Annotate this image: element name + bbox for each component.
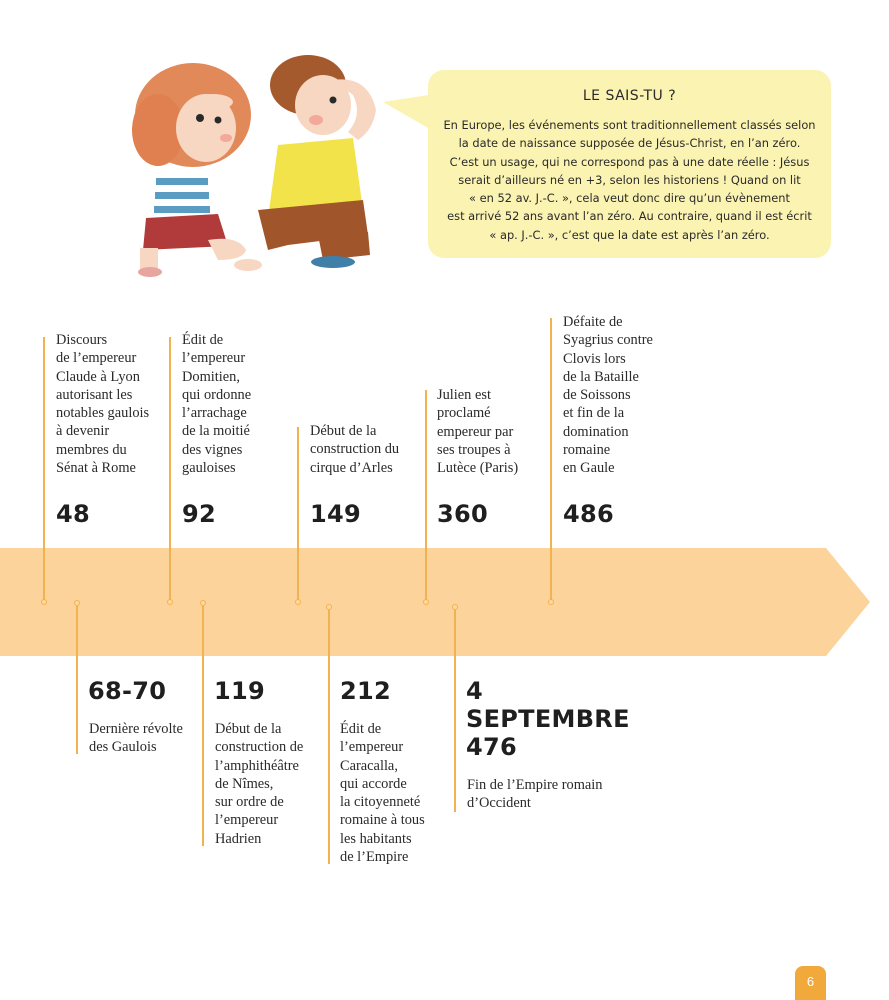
event-year: 212 xyxy=(340,677,391,705)
page-number: 6 xyxy=(795,966,826,1000)
event-text: Édit de l’empereur Domitien, qui ordonne l’arrachage de la moitié des vignes gauloises xyxy=(182,332,252,477)
event-line xyxy=(169,337,171,601)
event-year: 4 SEPTEMBRE 476 xyxy=(466,677,630,761)
event-dot xyxy=(423,599,429,605)
event-text: Fin de l’Empire romain d’Occident xyxy=(467,777,603,812)
event-dot xyxy=(548,599,554,605)
event-text: Début de la construction de l’amphithéâtre de Nîmes, sur ordre de l’empereur Hadrien xyxy=(215,721,304,847)
bubble-text xyxy=(442,116,817,244)
did-you-know-bubble xyxy=(428,70,831,258)
event-text: Début de la construction du cirque d’Arles xyxy=(310,423,400,476)
event-line xyxy=(550,318,552,601)
event-line xyxy=(43,337,45,601)
event-text: Julien est proclamé empereur par ses troupes à Lutèce (Paris) xyxy=(437,387,519,477)
bubble-paragraph: En Europe, les événements sont traditionnellement classés selon la date de naissance supposée de Jésus-Christ, en l’an zéro. C’est un usage, qui ne correspond pas à une date réelle : Jésus serait d’ailleurs né en +3, selon les historiens ! Quand on lit « en 52 av. J.-C. », cela veut donc dire qu’un évènement est arrivé 52 ans avant l’an zéro. Au contraire, quand il est écrit « ap. J.-C. », c’est que la date est après l’an zéro. xyxy=(443,118,816,242)
event-line xyxy=(76,606,78,754)
timeline-band xyxy=(0,548,889,656)
event-text: Discours de l’empereur Claude à Lyon autorisant les notables gaulois à devenir membres du Sénat à Rome xyxy=(56,332,150,477)
event-year: 119 xyxy=(214,677,265,705)
event-year: 92 xyxy=(182,500,216,528)
bubble-title: LE SAIS-TU ? xyxy=(582,88,677,104)
event-year: 360 xyxy=(437,500,488,528)
event-line xyxy=(202,606,204,846)
event-year: 486 xyxy=(563,500,614,528)
event-dot xyxy=(295,599,301,605)
event-line xyxy=(425,390,427,601)
event-line xyxy=(297,427,299,601)
event-dot xyxy=(167,599,173,605)
event-year: 68-70 xyxy=(88,677,167,705)
event-text: Défaite de Syagrius contre Clovis lors de la Bataille de Soissons et fin de la domination romaine en Gaule xyxy=(563,314,653,477)
event-year: 149 xyxy=(310,500,361,528)
event-text: Édit de l’empereur Caracalla, qui accorde la citoyenneté romaine à tous les habitants de l’Empire xyxy=(340,721,425,866)
event-dot xyxy=(41,599,47,605)
event-text: Dernière révolte des Gaulois xyxy=(89,721,183,756)
event-line xyxy=(454,610,456,812)
event-year: 48 xyxy=(56,500,90,528)
event-line xyxy=(328,610,330,864)
children-illustration xyxy=(118,50,388,290)
